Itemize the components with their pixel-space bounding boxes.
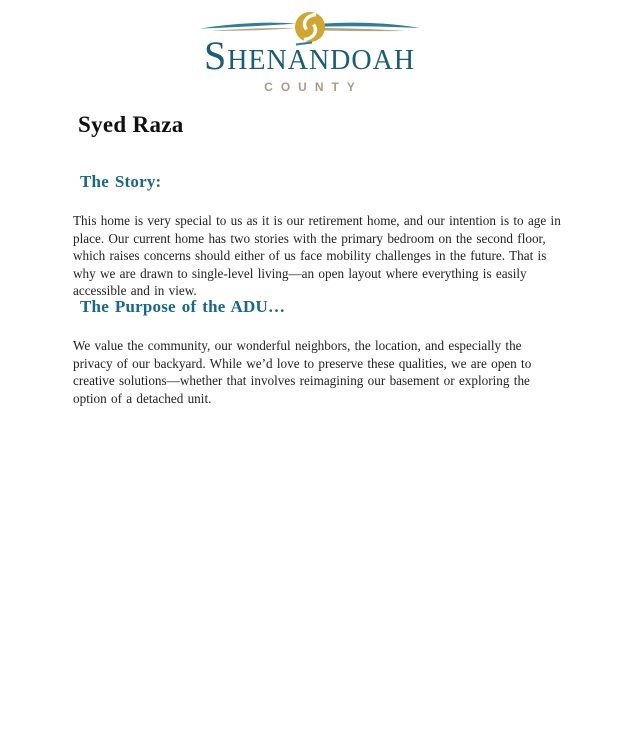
section-heading-story: The Story: (80, 172, 162, 191)
section-paragraph-story: This home is very special to us as it is our retirement home, and our intention is to age in place. Our current home has two stories with the primary bedroom on the second floor, which raises concerns should either of us face mobility challenges in the future. That is why we are drawn to single-level living—an open layout where everything is easily accessible and in view. (73, 213, 561, 298)
author-name: Syed Raza (78, 112, 184, 137)
sun-swirl-emblem-icon (200, 10, 420, 47)
wordmark-initial: S (203, 33, 228, 78)
shenandoah-county-logo (0, 10, 619, 94)
logo-subtitle: COUNTY (264, 80, 363, 94)
wordmark-rest: HENANDOAH (227, 45, 416, 76)
section-heading-purpose: The Purpose of the ADU… (80, 297, 286, 316)
logo-wordmark (0, 33, 619, 78)
section-paragraph-purpose: We value the community, our wonderful neighbors, the location, and especially the privacy of our backyard. While we’d love to preserve these qualities, we are open to creative solutions—whether that involves reimagining our basement or exploring the option of a detached unit. (73, 338, 532, 406)
